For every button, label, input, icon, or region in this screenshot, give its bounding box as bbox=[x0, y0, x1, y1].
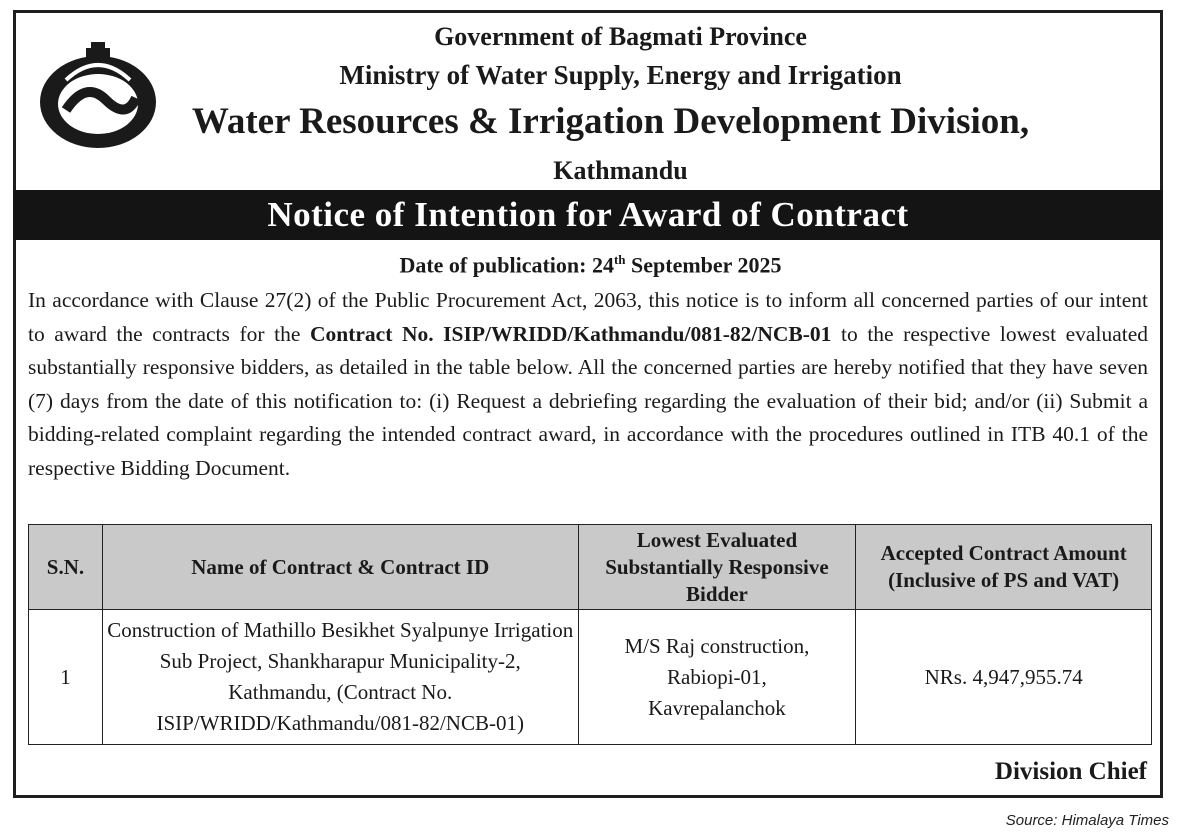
date-label: Date of publication: 24 bbox=[399, 252, 614, 278]
cell-contract-name: Construction of Mathillo Besikhet Syalpunye Irrigation Sub Project, Shankharapur Municipality-2, Kathmandu, (Contract No. ISIP/WRIDD/Kathmandu/081-82/NCB-01) bbox=[102, 610, 578, 745]
notice-body bbox=[28, 284, 1148, 485]
source-credit: Source: Himalaya Times bbox=[1005, 812, 1169, 829]
city-title: Kathmandu bbox=[553, 156, 688, 185]
table-row bbox=[29, 610, 1152, 745]
cell-amount: NRs. 4,947,955.74 bbox=[856, 610, 1152, 745]
contract-table bbox=[28, 524, 1152, 745]
government-title: Government of Bagmati Province bbox=[434, 22, 807, 51]
cell-sn: 1 bbox=[29, 610, 103, 745]
table-header-row bbox=[29, 525, 1152, 610]
header-contract-name: Name of Contract & Contract ID bbox=[102, 525, 578, 610]
signature: Division Chief bbox=[994, 758, 1147, 785]
notice-title-banner: Notice of Intention for Award of Contract bbox=[13, 190, 1163, 240]
date-rest: September 2025 bbox=[625, 252, 782, 278]
header-bidder: Lowest Evaluated Substantially Responsive Bidder bbox=[578, 525, 856, 610]
ministry-title: Ministry of Water Supply, Energy and Irrigation bbox=[339, 60, 902, 90]
header-amount: Accepted Contract Amount (Inclusive of PS and VAT) bbox=[856, 525, 1152, 610]
division-title: Water Resources & Irrigation Development Division, bbox=[191, 101, 1030, 142]
publication-date bbox=[0, 252, 1181, 278]
cell-bidder: M/S Raj construction, Rabiopi-01, Kavrepalanchok bbox=[578, 610, 856, 745]
date-suffix: th bbox=[613, 252, 626, 267]
header-sn: S.N. bbox=[29, 525, 103, 610]
body-part-2: to the respective lowest evaluated substantially responsive bidders, as detailed in the table below. All the concerned parties are hereby notified that they have seven (7) days from the date of this notification to: (i) Request a debriefing regarding the evaluation of their bid; and/or (ii) Submit a bidding-related complaint regarding the intended contract award, in accordance with the procedures outlined in ITB 40.1 of the respective Bidding Document. bbox=[28, 321, 1148, 480]
body-contract-number: Contract No. ISIP/WRIDD/Kathmandu/081-82/NCB-01 bbox=[309, 321, 832, 346]
body-part-1: In accordance with Clause 27(2) of the Public Procurement Act, 2063, this notice is to inform all concerned parties of our intent to award the contracts for the bbox=[28, 288, 1148, 346]
